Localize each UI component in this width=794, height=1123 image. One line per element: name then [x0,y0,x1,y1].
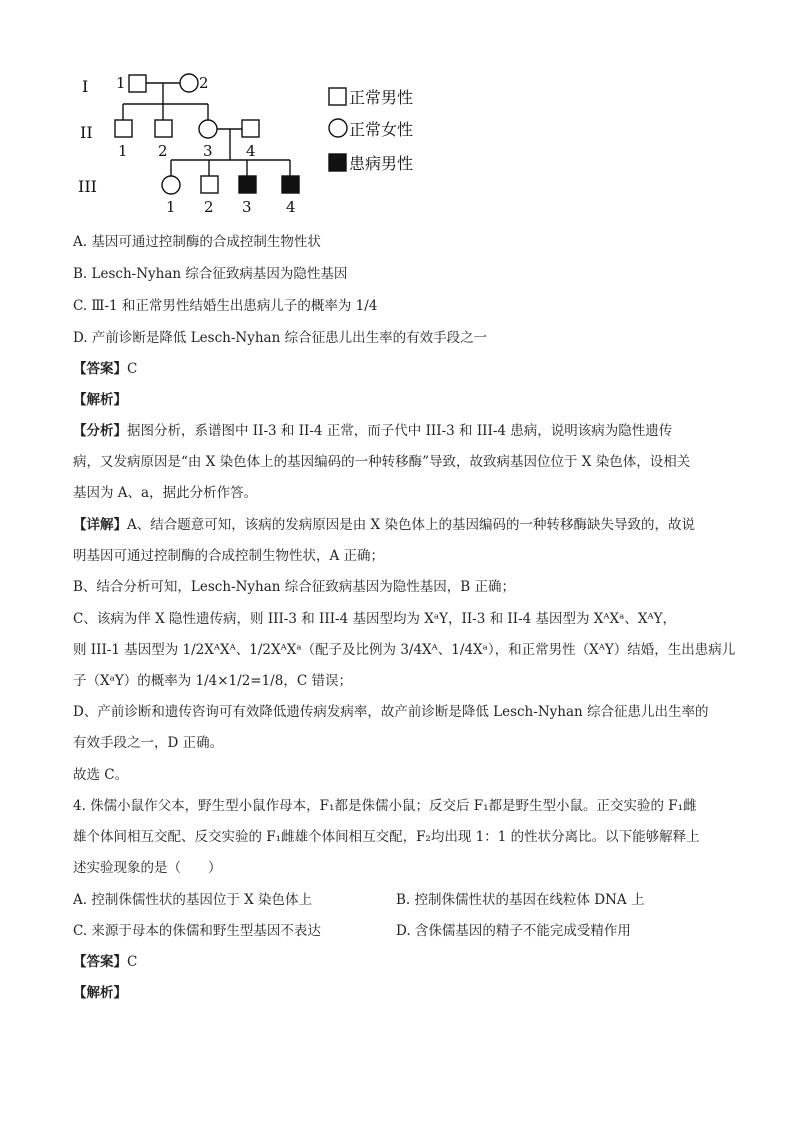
q4-option-a: A. 控制侏儒性状的基因位于 X 染色体上 [73,892,313,908]
q4-stem-3: 述实验现象的是（ ） [73,860,222,876]
legend-normal-male-symbol [329,88,346,105]
q4-stem-1: 4. 侏儒小鼠作父本，野生型小鼠作母本，F₁都是侏儒小鼠；反交后 F₁都是野生型小鼠。正交实验的 F₁雌 [73,798,697,814]
legend-normal-female-symbol [329,119,347,137]
iii4-affected-male-symbol [282,176,299,193]
q3-c-explanation-2: 则 III-1 基因型为 1/2XᴬXᴬ、1/2XᴬXᵃ（配子及比例为 3/4Xᴬ、1/4Xᵃ），和正常男性（XᴬY）结婚，生出患病儿 [73,642,736,658]
iii3-number: 3 [242,198,252,216]
iii3-affected-male-symbol [239,176,256,193]
q3-answer [73,359,137,379]
legend-normal-male-label: 正常男性 [349,88,414,107]
legend-affected-male-label: 患病男性 [349,154,414,173]
iii1-number: 1 [166,198,176,216]
q3-fenxi-line-1 [73,421,672,441]
q3-fenxi-label: 【分析】 [73,423,127,439]
q3-c-explanation-3: 子（XᵃY）的概率为 1/4×1/2=1/8，C 错误； [73,673,352,689]
i2-number: 2 [199,74,209,92]
q3-fenxi-line-2: 病，又发病原因是“由 X 染色体上的基因编码的一种转移酶”导致，故致病基因位位于 X 染色体，设相关 [73,454,691,470]
ii4-number: 4 [246,142,256,160]
generation-label-III: III [78,177,97,196]
generation-label-II: II [80,123,93,142]
q3-c-explanation-1: C、该病为伴 X 隐性遗传病，则 III-3 和 III-4 基因型均为 XᵃY，II-3 和 II-4 基因型为 XᴬXᵃ、XᴬY， [73,611,677,627]
legend-normal-female-label: 正常女性 [349,120,414,139]
generation-label-I: I [82,77,89,96]
ii3-female-symbol [199,120,217,138]
q3-xiangjie-label: 【详解】 [73,517,127,533]
ii2-number: 2 [158,142,168,160]
ii4-male-symbol [242,120,259,137]
i2-female-symbol [180,74,198,92]
ii3-number: 3 [203,142,213,160]
q4-answer-label: 【答案】 [73,954,127,970]
q4-option-d: D. 含侏儒基因的精子不能完成受精作用 [396,923,631,939]
q3-xiangjie-text-1: A、结合题意可知，该病的发病原因是由 X 染色体上的基因编码的一种转移酶缺失导致的，故说 [127,517,695,533]
q4-answer [73,952,137,972]
q3-d-explanation-1: D、产前诊断和遗传咨询可有效降低遗传病发病率，故产前诊断是降低 Lesch-Nyhan 综合征患儿出生率的 [73,704,709,720]
q4-answer-value: C [127,954,138,970]
pedigree-diagram [0,0,794,230]
q3-b-explanation: B、结合分析可知，Lesch-Nyhan 综合征致病基因为隐性基因，B 正确； [73,579,515,595]
q3-conclusion: 故选 C。 [73,767,129,783]
q3-answer-value: C [127,361,138,377]
q4-analysis-label: 【解析】 [73,985,127,1001]
q3-fenxi-line-3: 基因为 A、a，据此分析作答。 [73,485,258,501]
iii2-number: 2 [204,198,214,216]
q3-fenxi-text-1: 据图分析，系谱图中 II-3 和 II-4 正常，而子代中 III-3 和 III-4 患病，说明该病为隐性遗传 [127,423,673,439]
q3-option-c: C. Ⅲ-1 和正常男性结婚生出患病儿子的概率为 1/4 [73,298,378,314]
q3-d-explanation-2: 有效手段之一，D 正确。 [73,735,224,751]
q3-option-d: D. 产前诊断是降低 Lesch-Nyhan 综合征患儿出生率的有效手段之一 [73,330,488,346]
q3-option-a: A. 基因可通过控制酶的合成控制生物性状 [73,234,321,250]
ii1-number: 1 [118,142,128,160]
q4-stem-2: 雄个体间相互交配、反交实验的 F₁雌雄个体间相互交配，F₂均出现 1：1 的性状分离比。以下能够解释上 [73,829,700,845]
iii1-female-symbol [162,176,180,194]
q4-option-b: B. 控制侏儒性状的基因在线粒体 DNA 上 [396,892,645,908]
q3-answer-label: 【答案】 [73,361,127,377]
q4-option-c: C. 来源于母本的侏儒和野生型基因不表达 [73,923,321,939]
q3-analysis-label: 【解析】 [73,392,127,408]
q3-option-b: B. Lesch-Nyhan 综合征致病基因为隐性基因 [73,266,348,282]
iii2-male-symbol [201,176,218,193]
i1-male-symbol [129,75,146,92]
q3-xiangjie-line-2: 明基因可通过控制酶的合成控制生物性状，A 正确； [73,548,385,564]
ii1-male-symbol [115,120,132,137]
legend-affected-male-symbol [329,154,346,171]
q3-xiangjie-line-1 [73,515,695,535]
iii4-number: 4 [286,198,296,216]
i1-number: 1 [116,74,126,92]
ii2-male-symbol [155,120,172,137]
